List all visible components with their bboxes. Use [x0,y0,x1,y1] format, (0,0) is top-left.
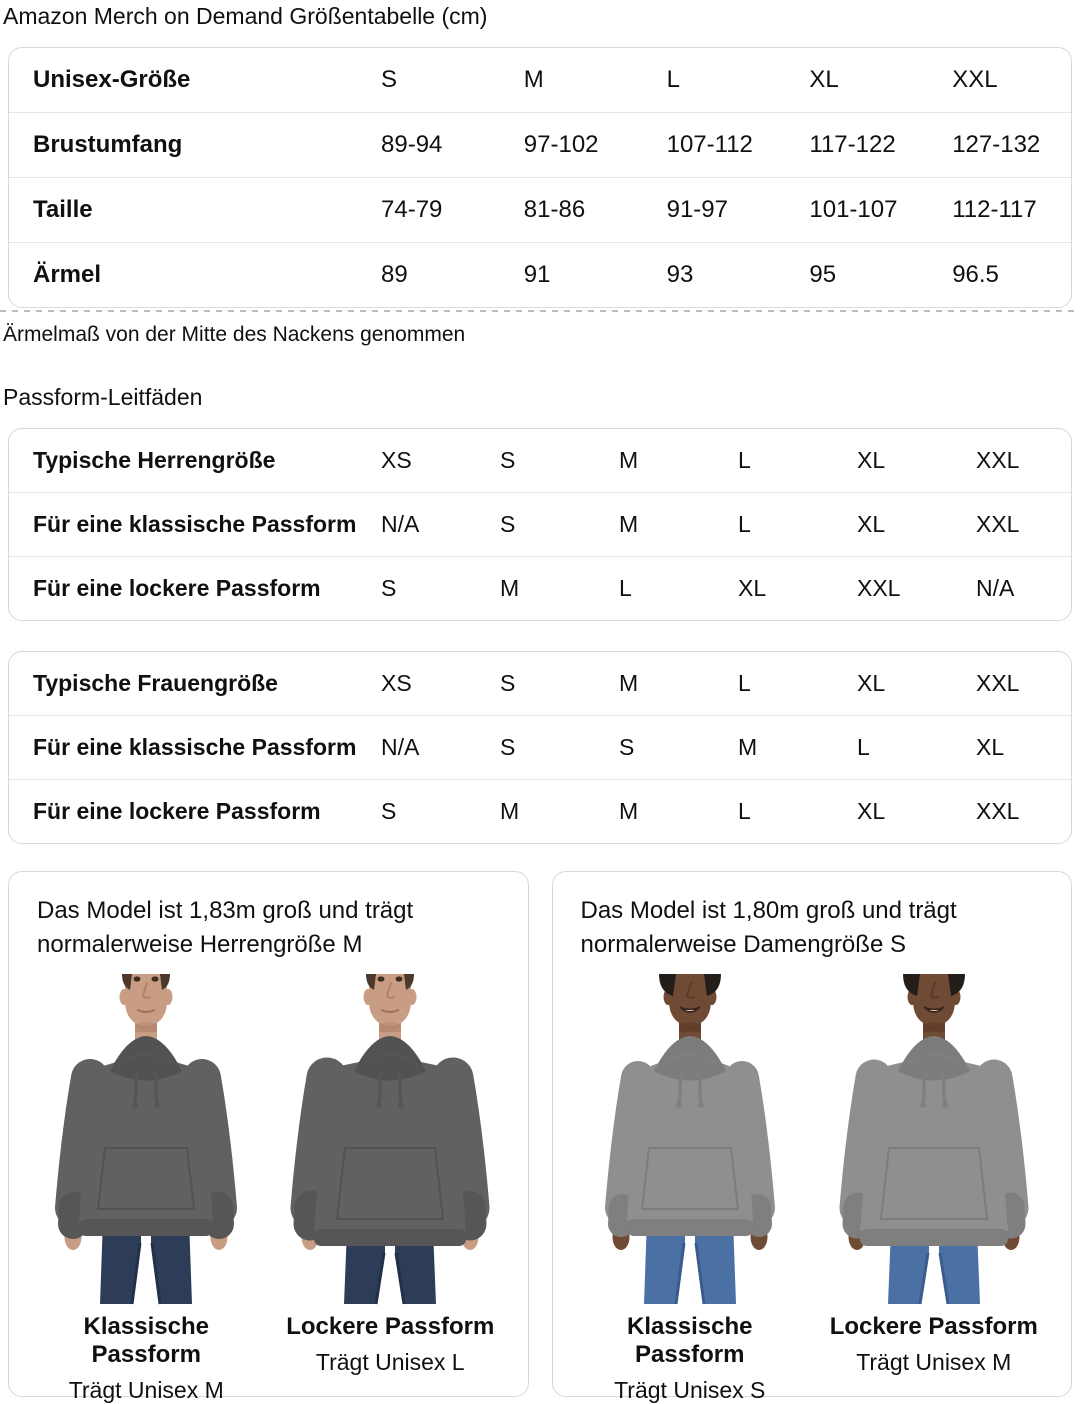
size-cell: L [857,734,870,760]
size-cell: S [381,798,397,824]
model-cards-row [8,871,1072,1403]
size-cell: 91-97 [666,196,728,223]
size-cell: XL [857,511,886,537]
size-cell: M [619,670,639,696]
model-photo [275,974,505,1304]
model-photo [31,974,261,1304]
size-cell: 95 [809,261,837,288]
column-header: M [523,66,544,93]
size-cell: S [500,670,516,696]
size-cell: N/A [381,734,420,760]
column-header: L [666,66,680,93]
size-cell: 107-112 [666,131,753,158]
size-cell: N/A [381,511,420,537]
size-cell: XS [381,447,412,473]
model-description: Das Model ist 1,83m groß und trägt normalerweise Herrengröße M [37,897,414,958]
model-photos [571,974,1054,1404]
size-cell: 101-107 [809,196,898,223]
size-cell: XXL [976,670,1020,696]
loose-fit-figure [275,974,505,1404]
size-cell: XL [857,447,886,473]
row-label: Für eine klassische Passform [33,734,357,760]
size-cell: 112-117 [952,196,1037,223]
size-cell: XL [857,670,886,696]
unisex-size-table [8,47,1072,308]
column-header: XXL [952,66,998,93]
fit-label: Lockere Passform [829,1313,1038,1340]
size-cell: 89-94 [381,131,443,158]
size-table-header-label: Unisex-Größe [33,66,191,93]
worn-size-label: Trägt Unisex M [856,1349,1012,1375]
model-photo [575,974,805,1304]
mens-model-card [8,871,529,1403]
size-cell: XXL [976,447,1020,473]
size-cell: XXL [857,575,901,601]
size-cell: M [500,575,520,601]
table-row [9,652,1071,715]
size-cell: L [738,798,751,824]
table-row-chest [9,112,1071,177]
size-cell: XL [738,575,767,601]
table-row-waist [9,177,1071,242]
size-cell: XL [976,734,1005,760]
size-cell: 89 [381,261,408,288]
table-row [9,492,1071,556]
size-cell: L [619,575,632,601]
row-label: Für eine lockere Passform [33,575,321,601]
sleeve-measure-note: Ärmelmaß von der Mitte des Nackens genommen [3,323,466,346]
size-cell: S [500,734,516,760]
worn-size-label: Trägt Unisex L [315,1349,465,1375]
classic-fit-figure [31,974,261,1404]
table-row-sleeve [9,242,1071,307]
fit-label: Klassische Passform [83,1313,209,1368]
size-cell: 81-86 [523,196,586,223]
mens-fit-table [8,428,1072,621]
size-cell: M [500,798,520,824]
size-cell: XS [381,670,412,696]
model-description: Das Model ist 1,80m groß und trägt normalerweise Damengröße S [580,897,957,958]
loose-fit-figure [819,974,1049,1404]
table-row [9,715,1071,779]
size-cell: 74-79 [381,196,443,223]
fit-label: Klassische Passform [627,1313,753,1368]
classic-fit-figure [575,974,805,1404]
size-cell: M [738,734,758,760]
size-cell: XXL [976,511,1020,537]
size-cell: 97-102 [523,131,599,158]
size-cell: 117-122 [809,131,896,158]
size-cell: 91 [523,261,551,288]
row-label: Taille [33,196,93,223]
worn-size-label: Trägt Unisex M [68,1377,224,1403]
model-photos [27,974,510,1404]
row-label: Ärmel [33,261,102,288]
size-cell: 93 [666,261,694,288]
table-row [9,556,1071,620]
fit-label: Lockere Passform [286,1313,495,1340]
row-label: Typische Herrengröße [33,447,276,473]
size-cell: L [738,447,751,473]
table-row [9,429,1071,492]
row-label: Brustumfang [33,131,183,158]
size-cell: L [738,670,751,696]
size-cell: 127-132 [952,131,1041,158]
womens-model-card [552,871,1073,1403]
column-header: XL [809,66,839,93]
model-photo [819,974,1049,1304]
dashed-divider [0,310,1080,312]
womens-fit-table [8,651,1072,844]
column-header: S [381,66,398,93]
size-cell: L [738,511,751,537]
worn-size-label: Trägt Unisex S [614,1377,766,1403]
size-cell: M [619,511,639,537]
size-cell: S [500,447,516,473]
fit-guides-heading: Passform-Leitfäden [3,384,203,410]
size-cell: XL [857,798,886,824]
row-label: Typische Frauengröße [33,670,278,696]
size-cell: M [619,798,639,824]
table-header-row [9,48,1071,112]
row-label: Für eine klassische Passform [33,511,357,537]
page-title: Amazon Merch on Demand Größentabelle (cm) [3,3,488,29]
row-label: Für eine lockere Passform [33,798,321,824]
size-cell: S [619,734,635,760]
table-row [9,779,1071,843]
size-cell: XXL [976,798,1020,824]
size-cell: S [500,511,516,537]
size-cell: N/A [976,575,1015,601]
size-cell: M [619,447,639,473]
size-cell: 96.5 [952,261,999,288]
size-cell: S [381,575,397,601]
